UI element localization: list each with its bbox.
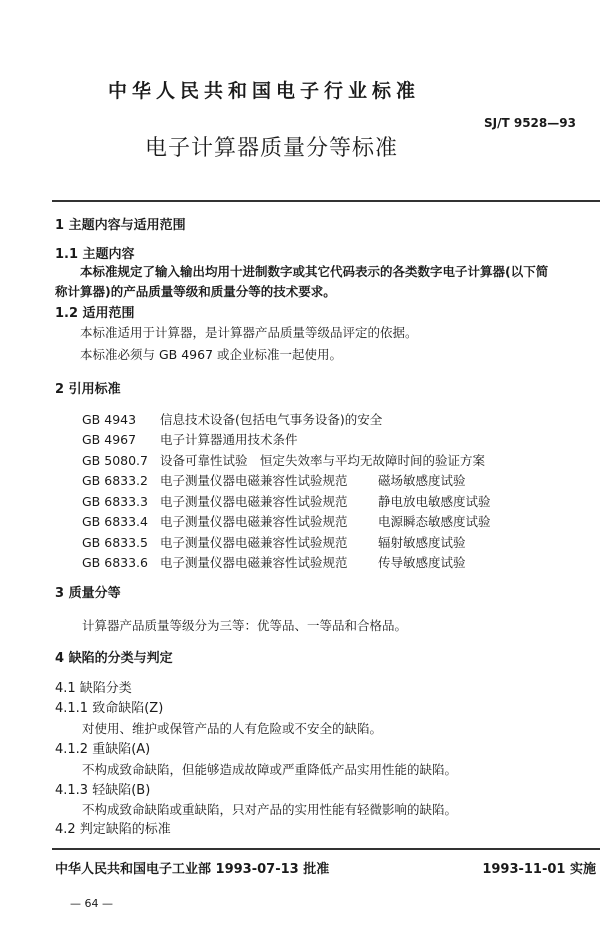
paragraph: 对使用、维护或保管产品的人有危险或不安全的缺陷。 <box>82 721 383 736</box>
page-number: — 64 — <box>70 897 113 910</box>
paragraph: 本标准适用于计算器，是计算器产品质量等级品评定的依据。 <box>80 325 418 340</box>
reference-code: GB 6833.3 <box>82 494 148 509</box>
paragraph: 不构成致命缺陷或重缺陷，只对产品的实用性能有轻微影响的缺陷。 <box>82 802 458 817</box>
reference-code: GB 4943 <box>82 412 137 427</box>
paragraph: 本标准必须与 GB 4967 或企业标准一起使用。 <box>80 347 342 362</box>
reference-code: GB 6833.5 <box>82 535 148 550</box>
reference-title: 电子测量仪器电磁兼容性试验规范 <box>160 473 348 488</box>
section-3-heading: 3 质量分等 <box>55 586 121 601</box>
reference-title: 电子计算器通用技术条件 <box>160 432 298 447</box>
reference-code: GB 4967 <box>82 432 137 447</box>
document-title: 电子计算器质量分等标准 <box>145 136 399 161</box>
section-4-1-3-heading: 4.1.3 轻缺陷(B) <box>55 783 151 798</box>
reference-code: GB 6833.2 <box>82 473 148 488</box>
header-divider <box>52 200 600 202</box>
reference-code: GB 6833.4 <box>82 514 148 529</box>
reference-title: 信息技术设备(包括电气事务设备)的安全 <box>160 412 383 427</box>
section-4-1-2-heading: 4.1.2 重缺陷(A) <box>55 742 151 757</box>
reference-subtitle: 磁场敏感度试验 <box>378 473 466 488</box>
reference-subtitle: 静电放电敏感度试验 <box>378 494 491 509</box>
reference-title: 电子测量仪器电磁兼容性试验规范 <box>160 514 348 529</box>
reference-title: 设备可靠性试验 恒定失效率与平均无故障时间的验证方案 <box>160 453 486 468</box>
reference-code: GB 5080.7 <box>82 453 148 468</box>
reference-subtitle: 电源瞬态敏感度试验 <box>378 514 491 529</box>
section-1-2-heading: 1.2 适用范围 <box>55 306 135 321</box>
reference-title: 电子测量仪器电磁兼容性试验规范 <box>160 494 348 509</box>
section-4-heading: 4 缺陷的分类与判定 <box>55 651 173 666</box>
section-4-1-heading: 4.1 缺陷分类 <box>55 681 132 696</box>
paragraph: 计算器产品质量等级分为三等：优等品、一等品和合格品。 <box>82 618 408 633</box>
reference-code: GB 6833.6 <box>82 555 148 570</box>
reference-subtitle: 辐射敏感度试验 <box>378 535 466 550</box>
issuing-standard-heading: 中华人民共和国电子行业标准 <box>108 80 421 102</box>
footer-divider <box>52 848 600 850</box>
reference-title: 电子测量仪器电磁兼容性试验规范 <box>160 555 348 570</box>
paragraph: 称计算器)的产品质量等级和质量分等的技术要求。 <box>55 284 336 299</box>
paragraph: 本标准规定了输入输出均用十进制数字或其它代码表示的各类数字电子计算器(以下简 <box>80 264 549 279</box>
paragraph: 不构成致命缺陷，但能够造成故障或严重降低产品实用性能的缺陷。 <box>82 762 458 777</box>
effective-date: 1993-11-01 实施 <box>482 862 596 877</box>
section-1-heading: 1 主题内容与适用范围 <box>55 218 186 233</box>
section-2-heading: 2 引用标准 <box>55 382 121 397</box>
reference-title: 电子测量仪器电磁兼容性试验规范 <box>160 535 348 550</box>
section-1-1-heading: 1.1 主题内容 <box>55 247 135 262</box>
standard-code: SJ/T 9528—93 <box>484 116 576 130</box>
section-4-2-heading: 4.2 判定缺陷的标准 <box>55 822 171 837</box>
section-4-1-1-heading: 4.1.1 致命缺陷(Z) <box>55 701 164 716</box>
reference-subtitle: 传导敏感度试验 <box>378 555 466 570</box>
approval-line: 中华人民共和国电子工业部 1993-07-13 批准 <box>55 862 330 877</box>
